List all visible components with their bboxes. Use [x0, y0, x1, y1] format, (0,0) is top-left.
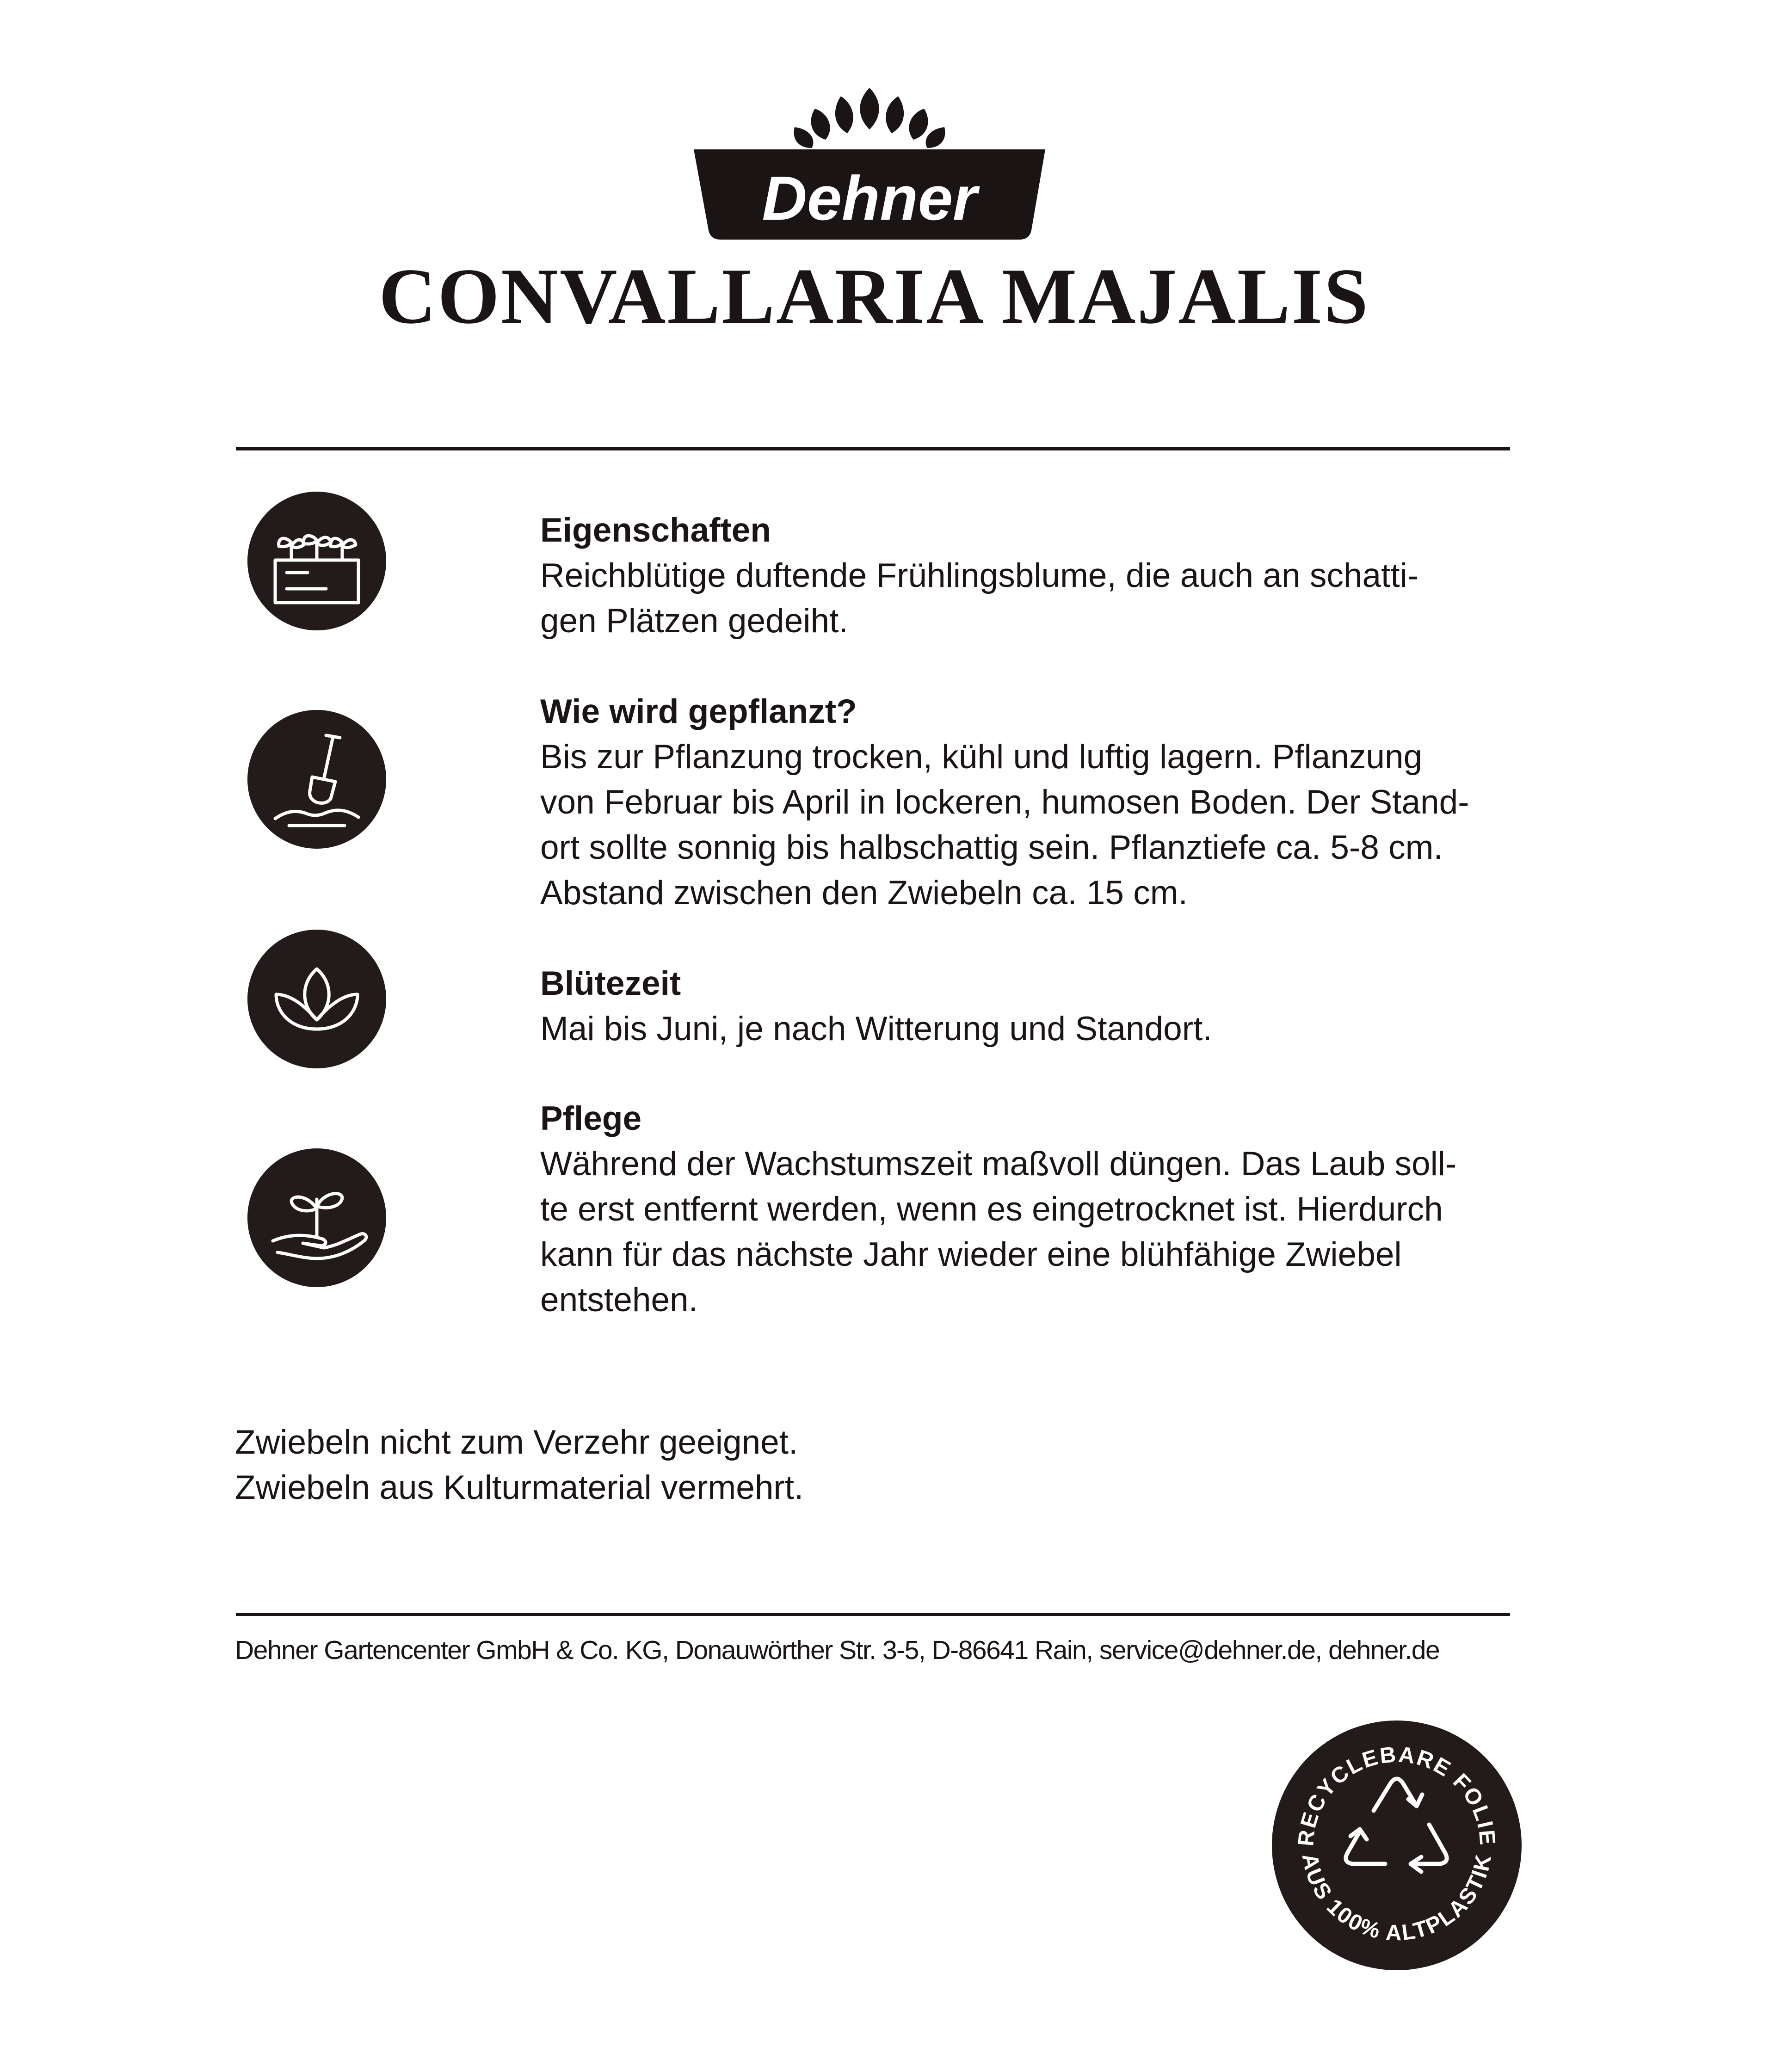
section-line: entstehen. — [540, 1281, 698, 1319]
section-pflege — [540, 1096, 1511, 1323]
badge-top-text: RECYCLEBARE FOLIE — [1294, 1742, 1500, 1847]
section-pflanzung — [540, 689, 1511, 916]
lotus-flower-icon — [247, 930, 386, 1068]
bulb-notes — [235, 1420, 803, 1511]
bottom-divider — [236, 1613, 1510, 1616]
footer-address: Dehner Gartencenter GmbH & Co. KG, Donauwörther Str. 3-5, D-86641 Rain, service@dehner.de, dehner.de — [235, 1635, 1440, 1665]
section-bluetezeit — [540, 961, 1511, 1052]
section-line: kann für das nächste Jahr wieder eine blühfähige Zwiebel — [540, 1236, 1402, 1273]
section-line: te erst entfernt werden, wenn es eingetrocknet ist. Hierdurch — [540, 1190, 1443, 1228]
section-heading: Wie wird gepflanzt? — [540, 693, 857, 730]
section-line: Reichblütige duftende Frühlingsblume, die auch an schatti- — [540, 557, 1419, 594]
hand-sprout-icon — [247, 1148, 386, 1287]
page-title: CONVALLARIA MAJALIS — [378, 253, 1370, 340]
section-heading: Pflege — [540, 1100, 642, 1137]
shovel-icon — [247, 710, 386, 849]
section-heading: Eigenschaften — [540, 512, 771, 549]
section-line: Bis zur Pflanzung trocken, kühl und luftig lagern. Pflanzung — [540, 738, 1423, 776]
section-line: gen Plätzen gedeiht. — [540, 602, 848, 640]
section-line: Abstand zwischen den Zwiebeln ca. 15 cm. — [540, 874, 1188, 912]
top-divider — [236, 447, 1510, 450]
plant-box-icon — [247, 492, 386, 630]
note-line: Zwiebeln aus Kulturmaterial vermehrt. — [235, 1469, 804, 1506]
section-line: ort sollte sonnig bis halbschattig sein. Pflanztiefe ca. 5-8 cm. — [540, 829, 1443, 866]
section-eigenschaften — [540, 508, 1511, 644]
section-line: Während der Wachstumszeit maßvoll düngen. Das Laub soll- — [540, 1145, 1457, 1183]
section-heading: Blütezeit — [540, 965, 681, 1002]
section-line: von Februar bis April in lockeren, humosen Boden. Der Stand- — [540, 783, 1469, 821]
note-line: Zwiebeln nicht zum Verzehr geeignet. — [235, 1424, 798, 1461]
dehner-logo — [694, 88, 1045, 240]
logo-text: Dehner — [762, 163, 977, 233]
badge-bottom-text: AUS 100% ALTPLASTIK — [1297, 1851, 1497, 1946]
recycle-badge — [1270, 1718, 1524, 1973]
section-line: Mai bis Juni, je nach Witterung und Standort. — [540, 1010, 1212, 1048]
